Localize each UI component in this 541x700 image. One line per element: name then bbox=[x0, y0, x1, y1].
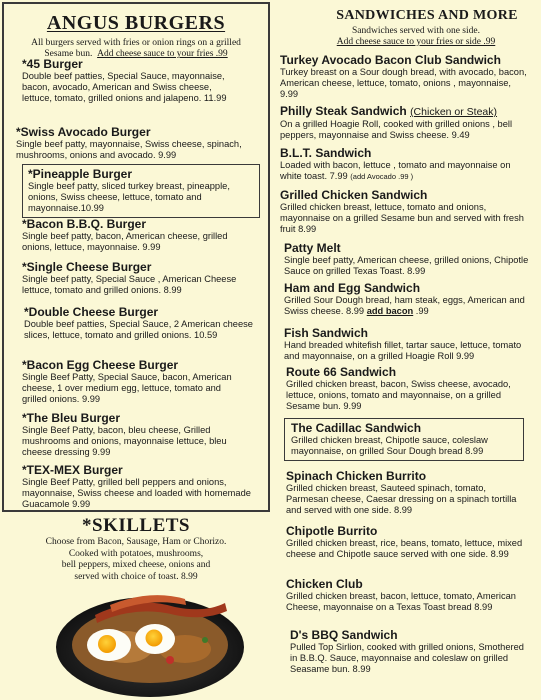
burgers-intro-line2: Sesame bun. Add cheese sauce to your fries .99 bbox=[44, 49, 228, 59]
menu-item-swiss-avocado-burger[interactable]: *Swiss Avocado Burger Single beef patty, mayonnaise, Swiss cheese, spinach, mushrooms, onions and avocado. 9.99 bbox=[16, 125, 242, 160]
menu-item-ham-and-egg[interactable]: Ham and Egg Sandwich Grilled Sour Dough bread, ham steak, eggs, American and Swiss cheese. 8.99 add bacon .99 bbox=[284, 281, 525, 316]
menu-item-double-cheese-burger[interactable]: *Double Cheese Burger Double beef patties, Special Sauce, 2 American cheese slices, lettuce, tomato and grilled onions. 10.59 bbox=[24, 305, 253, 340]
pepper-bit-3 bbox=[202, 637, 208, 643]
sandwiches-title: SANDWICHES AND MORE bbox=[336, 8, 518, 23]
menu-item-grilled-chicken[interactable]: Grilled Chicken Sandwich Grilled chicken breast, lettuce, tomato and onions, mayonnaise on a grilled Sesame bun and served with fresh fruit 8.99 bbox=[280, 188, 524, 234]
skillet-photo bbox=[55, 585, 245, 697]
menu-item-chicken-club[interactable]: Chicken Club Grilled chicken breast, bacon, lettuce, tomato, American Cheese, mayonnaise on a Texas Toast bread 8.99 bbox=[286, 577, 516, 612]
menu-item-fish-sandwich[interactable]: Fish Sandwich Hand breaded whitefish fillet, tartar sauce, lettuce, tomato and mayonnaise, on a grilled Hoagie Roll 9.99 bbox=[284, 326, 522, 361]
menu-item-pineapple-burger[interactable]: *Pineapple Burger Single beef patty, sliced turkey breast, pineapple, onions, Swiss cheese, lettuce, tomato and mayonnaise.10.99 bbox=[22, 164, 260, 218]
menu-item-blt[interactable]: B.L.T. Sandwich Loaded with bacon, lettuce , tomato and mayonnaise on white toast. 7.99 (add Avocado .99 ) bbox=[280, 146, 511, 181]
menu-item-cadillac[interactable]: The Cadillac Sandwich Grilled chicken breast, Chipotle sauce, coleslaw mayonnaise, on grilled Sour Dough bread 8.99 bbox=[284, 418, 524, 461]
philly-option-note: (Chicken or Steak) bbox=[410, 106, 498, 118]
menu-item-single-cheese-burger[interactable]: *Single Cheese Burger Single beef patty, Special Sauce , American Cheese lettuce, tomato and grilled onions. 8.99 bbox=[22, 260, 237, 295]
egg-yolk-2 bbox=[146, 630, 163, 647]
menu-item-bacon-egg-cheese-burger[interactable]: *Bacon Egg Cheese Burger Single Beef Patty, Special Sauce, bacon, American cheese, 1 over medium egg, lettuce, tomato and grilled onions. 9.99 bbox=[22, 358, 232, 404]
menu-item-patty-melt[interactable]: Patty Melt Single beef patty, American cheese, grilled onions, Chipotle Sauce on grilled Texas Toast. 8.99 bbox=[284, 241, 529, 276]
sandwiches-intro: Sandwiches served with one side. Add cheese sauce to your fries or side .99 bbox=[336, 26, 496, 47]
pepper-bit-2 bbox=[166, 656, 174, 664]
menu-item-ds-bbq-sandwich[interactable]: D's BBQ Sandwich Pulled Top Sirlion, cooked with grilled onions, Smothered in B.B.Q. Sauce, mayonnaise and coleslaw on grilled Seasame bun. 8.99 bbox=[290, 628, 524, 674]
menu-item-philly-steak[interactable]: Philly Steak Sandwich (Chicken or Steak) On a grilled Hoagie Roll, cooked with grilled onions , bell peppers, mayonnaise and Swiss cheese. 9.49 bbox=[280, 104, 513, 140]
menu-item-bacon-bbq-burger[interactable]: *Bacon B.B.Q. Burger Single beef patty, bacon, American cheese, grilled onions, lettuce, mayonnaise. 9.99 bbox=[22, 217, 228, 252]
skillets-title: *SKILLETS bbox=[82, 515, 190, 536]
burgers-title: ANGUS BURGERS bbox=[46, 12, 226, 34]
menu-item-turkey-avocado-club[interactable]: Turkey Avocado Bacon Club Sandwich Turkey breast on a Sour dough bread, with avocado, bacon, American cheese, lettuce, tomato, onions , mayonnaise, 9.99 bbox=[280, 53, 527, 99]
menu-item-route-66[interactable]: Route 66 Sandwich Grilled chicken breast, bacon, Swiss cheese, avocado, lettuce, onions, tomato and mayonnaise, on a grilled Sesame bun. 9.99 bbox=[286, 365, 511, 411]
burgers-panel bbox=[2, 2, 270, 512]
menu-item-chipotle-burrito[interactable]: Chipotle Burrito Grilled chicken breast, rice, beans, tomato, lettuce, mixed cheese and Chipotle sauce served with one side. 8.99 bbox=[286, 524, 523, 559]
menu-item-spinach-chicken-burrito[interactable]: Spinach Chicken Burrito Grilled chicken breast, Sauteed spinach, tomato, Parmesan cheese, Caesar dressing on a spinach tortilla and served with one side. 8.99 bbox=[286, 469, 517, 515]
add-bacon-note: add bacon bbox=[366, 306, 414, 316]
egg-yolk bbox=[98, 635, 116, 653]
menu-item-tex-mex-burger[interactable]: *TEX-MEX Burger Single Beef Patty, grilled bell peppers and onions, mayonnaise, Swiss cheese and loaded with homemade Guacamole 9.99 bbox=[22, 463, 251, 509]
menu-item-bleu-burger[interactable]: *The Bleu Burger Single Beef Patty, bacon, bleu cheese, Grilled mushrooms and onions, mayonnaise lettuce, bleu cheese dressing 9.99 bbox=[22, 411, 227, 457]
burgers-intro-line1: All burgers served with fries or onion rings on a grilled bbox=[31, 38, 241, 48]
menu-item-45-burger[interactable]: *45 Burger Double beef patties, Special Sauce, mayonnaise, bacon, avocado, American and Swiss cheese, lettuce, tomato, grilled onions and jalapeno. 11.99 bbox=[22, 57, 227, 103]
skillets-description: Choose from Bacon, Sausage, Ham or Chorizo. Cooked with potatoes, mushrooms, bell peppers, mixed cheese, onions and served with choice of toast. 8.99 bbox=[45, 537, 227, 582]
